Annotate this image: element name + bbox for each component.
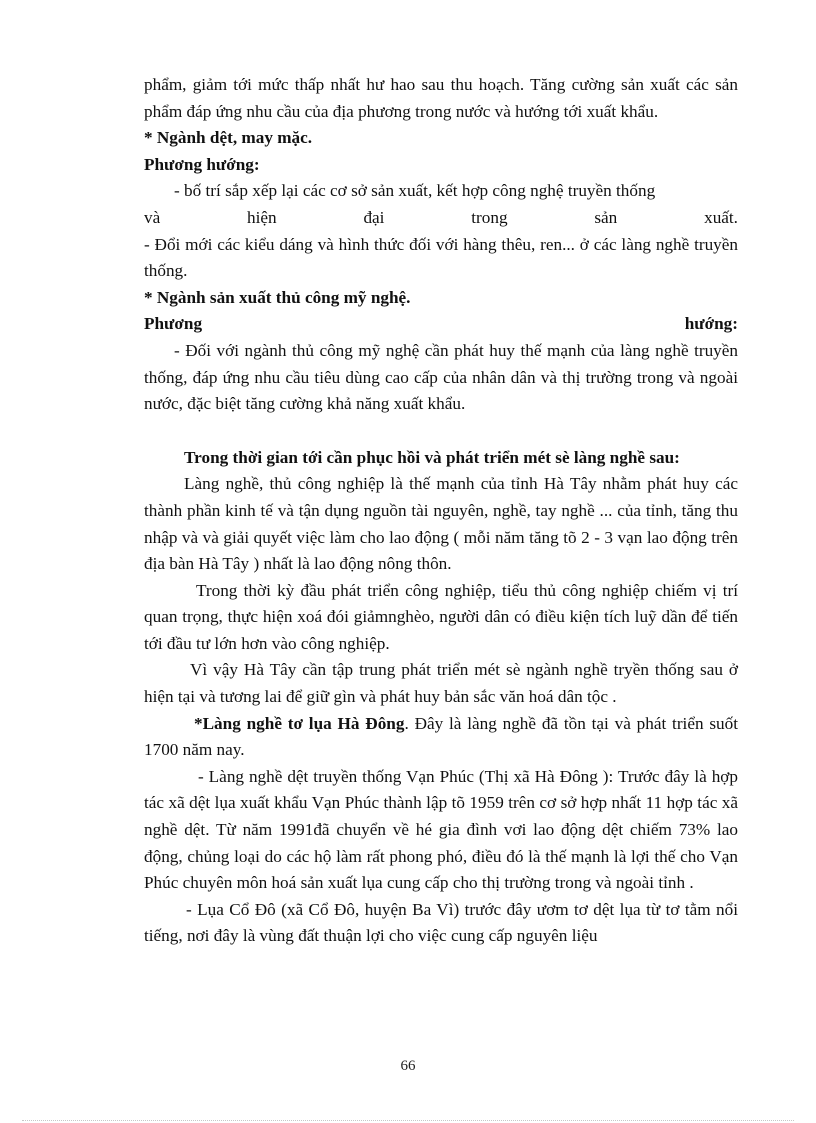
word: trong (471, 207, 508, 227)
heading-textile: * Ngành dệt, may mặc. (144, 128, 313, 148)
word: sản (594, 207, 618, 227)
paragraph-focus: Vì vậy Hà Tây cần tập trung phát triển mét sè ngành nghề tryền thống sau ở hiện tại và tương lai để giữ gìn và phát huy bản sắc văn hoá dân tộc . (144, 660, 738, 707)
page-number: 66 (400, 1058, 416, 1074)
ha-dong-silk-rest: . Đây là làng nghề đã tồn tại và phát triển suốt 1700 năm nay. (144, 713, 738, 760)
heading-direction-handicraft (144, 311, 738, 338)
paragraph-van-phuc: - Làng nghề dệt truyền thống Vạn Phúc (Thị xã Hà Đông ): Trước đây là hợp tác xã dệt lụa xuất khẩu Vạn Phúc thành lập tõ 1959 trên cơ sở hợp nhất 11 hợp tác xã nghề dệt. Từ năm 1991đã chuyển về hé gia đình vơi lao động dệt chiếm 73% lao động, chủng loại do các hộ làm rất phong phó, điều đó là thế mạnh là lợi thế cho Vạn Phúc chuyên môn hoá sản xuất lụa cung cấp cho thị trường trong và ngoài tỉnh . (144, 766, 738, 893)
word: và (144, 207, 161, 227)
paragraph-handicraft: - Đối với ngành thủ công mỹ nghệ cần phát huy thế mạnh của làng nghề truyền thống, đáp ứng nhu cầu tiêu dùng cao cấp của nhân dân và thị trường trong và ngoài nước, đặc biệt tăng cường khả năng xuất khẩu. (144, 340, 738, 414)
paragraph-harvest: phẩm, giảm tới mức thấp nhất hư hao sau thu hoạch. Tăng cường sản xuất các sản phẩm đáp ứng nhu cầu của địa phương trong nước và hướng tới xuất khẩu. (144, 75, 738, 121)
heading-handicraft: * Ngành sản xuất thủ công mỹ nghệ. (144, 287, 411, 307)
heading-direction-right: hướng: (684, 314, 738, 334)
page-bottom-rule (22, 1120, 794, 1121)
heading-direction-left: Phương (144, 314, 203, 334)
paragraph-craft-villages: Làng nghề, thủ công nghiệp là thế mạnh của tỉnh Hà Tây nhằm phát huy các thành phần kinh tế và tận dụng nguồn tài nguyên, nghề, tay nghề ... của tỉnh, tăng thu nhập và và giải quyết việc làm cho lao động ( mỗi năm tăng tõ 2 - 3 vạn lao động trên địa bàn Hà Tây ) nhất là lao động nông thôn. (144, 474, 738, 574)
ha-dong-silk-title: *Làng nghề tơ lụa Hà Đông (194, 713, 405, 733)
paragraph-textile-innovate: - Đổi mới các kiểu dáng và hình thức đối với hàng thêu, ren... ở các làng nghề truyền thống. (144, 234, 738, 281)
word: hiện (247, 207, 277, 227)
paragraph-textile-arrange: - bố trí sắp xếp lại các cơ sở sản xuất, kết hợp công nghệ truyền thống (174, 181, 656, 201)
word: xuất. (704, 207, 738, 227)
spacer (144, 418, 738, 445)
paragraph-co-do: - Lụa Cổ Đô (xã Cổ Đô, huyện Ba Vì) trước đây ươm tơ dệt lụa từ tơ tằm nổi tiếng, nơi đây là vùng đất thuận lợi cho việc cung cấp nguyên liệu (144, 899, 738, 946)
paragraph-ha-dong-silk (144, 711, 738, 764)
paragraph-early-industry: Trong thời kỳ đầu phát triển công nghiệp, tiểu thủ công nghiệp chiếm vị trí quan trọng, thực hiện xoá đói giảmnghèo, người dân có điều kiện tích luỹ dần để tiến tới đầu tư lớn hơn vào công nghiệp. (144, 580, 738, 653)
document-body (144, 72, 738, 950)
heading-direction-textile: Phương hướng: (144, 154, 260, 174)
paragraph-textile-arrange-line2 (144, 205, 738, 232)
word: đại (363, 207, 385, 227)
heading-restore-villages: Trong thời gian tới cần phục hồi và phát triển mét sè làng nghề sau: (184, 447, 680, 467)
